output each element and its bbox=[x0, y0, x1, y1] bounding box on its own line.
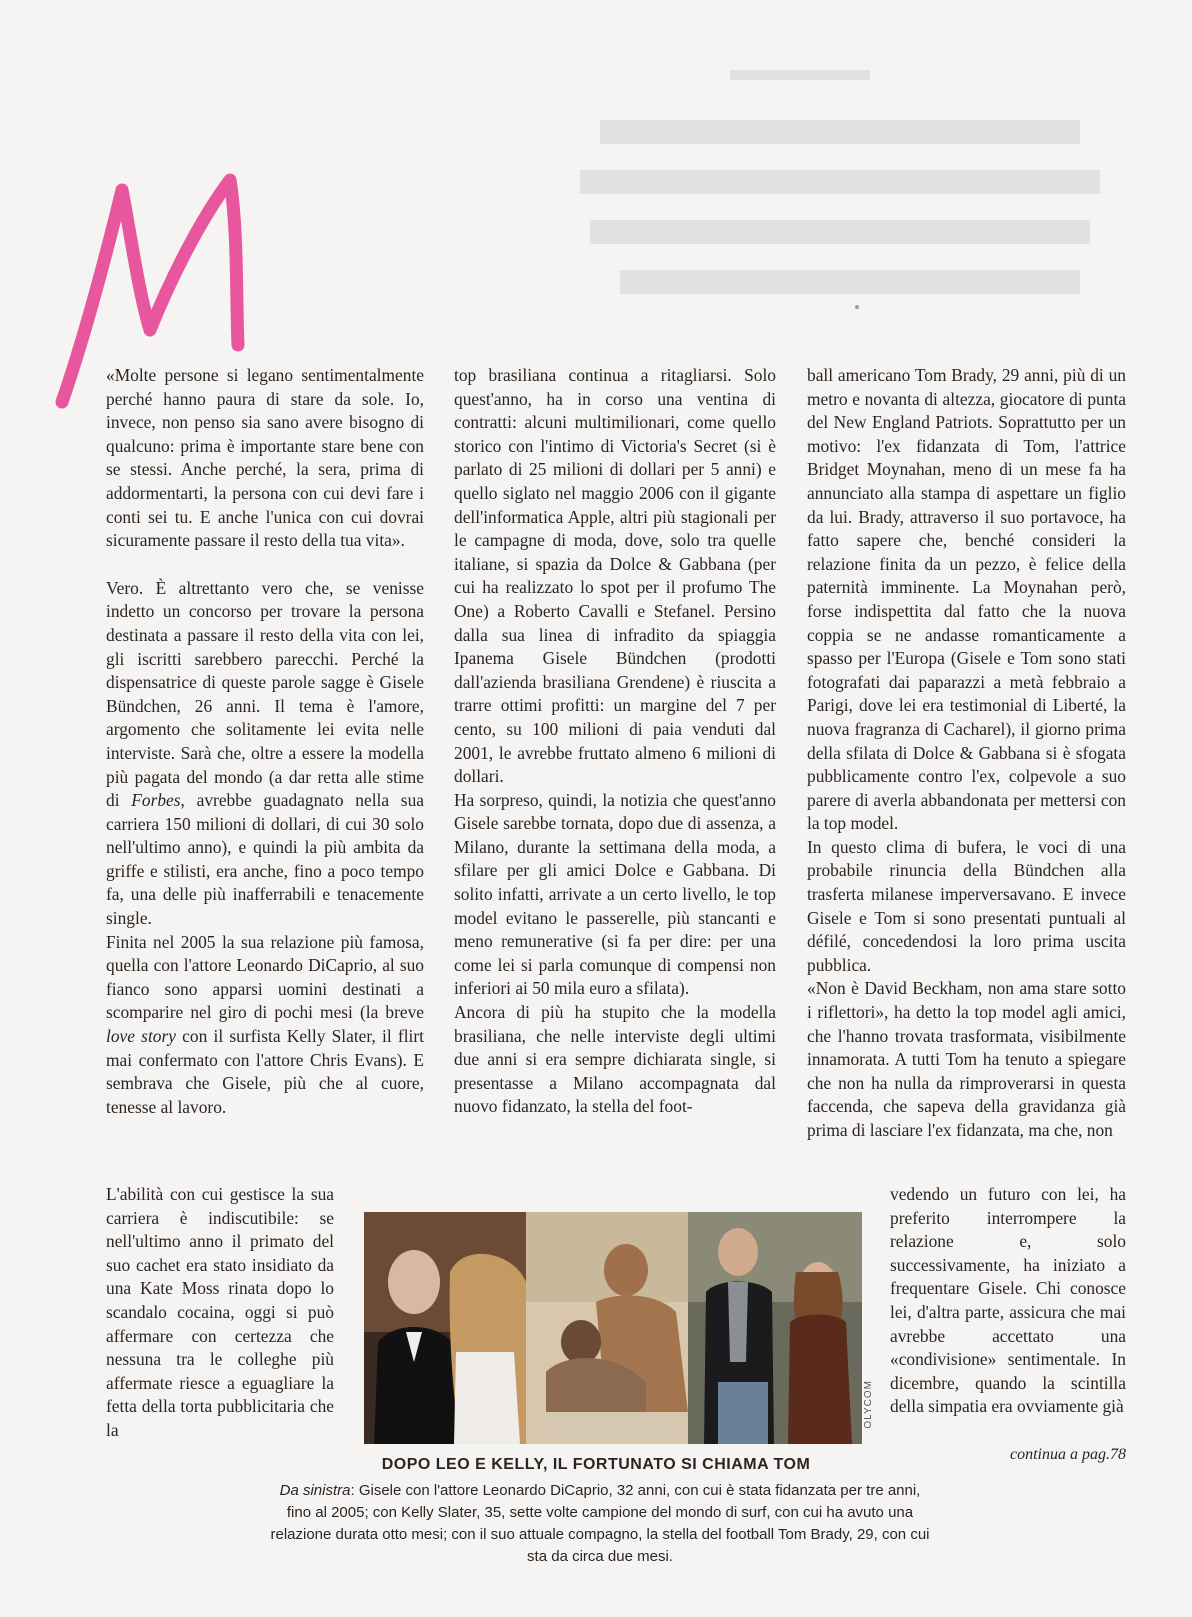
paragraph: Vero. È altrettanto vero che, se venisse indetto un concorso per trovare la persona destinata a passare il resto della vita con lei, gli iscritti sarebbero parecchi. Perché la dispensatrice di queste parole sagge è Gisele Bündchen, 26 anni. Il tema è l'amore, argomento che solitamente lei evita nelle interviste. Sarà che, oltre a essere la modella più pagata del mondo (a dar retta alle stime di Forbes, avrebbe guadagnato nella sua carriera 150 milioni di dollari, di cui 30 solo nell'ultimo anno), e quindi la più ambita da griffe e stilisti, era anche, fino a poco tempo fa, una delle più inafferrabili e tenacemente single. bbox=[106, 577, 424, 929]
article-column-1-bottom bbox=[106, 1183, 334, 1443]
paragraph: In questo clima di bufera, le voci di una probabile rinuncia della Bündchen alla trasferta milanese imperversavano. E invece Gisele e Tom si sono presentati puntuali al défilé, concedendosi la loro prima uscita pubblica. bbox=[807, 836, 1126, 975]
article-column-1 bbox=[106, 364, 424, 1119]
paragraph: Ha sorpreso, quindi, la notizia che quest'anno Gisele sarebbe tornata, dopo due di assenza, a Milano, durante la settimana della moda, a sfilare per gli amici Dolce e Gabbana. Di solito infatti, arrivate a un certo livello, le top model evitano le passerelle, più stancanti e meno remunerative (si fa per dire: per una come lei si parla comunque di compensi non inferiori ai 50 mila euro a sfilata). bbox=[454, 789, 776, 999]
photo-slater bbox=[526, 1212, 688, 1444]
photo-dicaprio bbox=[364, 1212, 526, 1444]
bleed-through-text bbox=[560, 60, 1120, 360]
speck bbox=[855, 305, 859, 309]
paragraph: L'abilità con cui gestisce la sua carriera è indiscutibile: se nell'ultimo anno il primato del suo cachet era stato insidiato da una Kate Moss rinata dopo lo scandalo cocaina, oggi si può affermare con certezza che nessuna tra le colleghe più affermate riesce a eguagliare la fetta della torta pubblicitaria che la bbox=[106, 1184, 334, 1440]
photo-brady bbox=[688, 1212, 862, 1444]
paragraph: Finita nel 2005 la sua relazione più famosa, quella con l'attore Leonardo DiCaprio, al suo fianco sono apparsi uomini destinati a scomparire nel giro di pochi mesi (la breve love story con il surfista Kelly Slater, il flirt mai confermato con l'attore Chris Evans). E sembrava che Gisele, più che al cuore, tenesse al lavoro. bbox=[106, 931, 425, 1117]
caption-title: DOPO LEO E KELLY, IL FORTUNATO SI CHIAMA TOM bbox=[381, 1456, 811, 1473]
article-column-2 bbox=[454, 364, 776, 1119]
paragraph: ball americano Tom Brady, 29 anni, più di un metro e novanta di altezza, giocatore di punta del New England Patriots. Soprattutto per un motivo: l'ex fidanzata di Tom, l'attrice Bridget Moynahan, meno di un mese fa ha annunciato alla stampa di aspettare un figlio da lui. Brady, attraverso il suo portavoce, ha fatto sapere che, benché consideri la relazione finita da un pezzo, è felice della paternità imminente. La Moynahan però, forse indispettita dal fatto che la nuova coppia se ne andasse romanticamente a spasso per l'Europa (Gisele e Tom sono stati fotografati dai paparazzi a metà febbraio a Parigi, dove lei era testimonial di Liberté, la nuova fragranza di Cacharel), il giorno prima della sfilata di Dolce & Gabbana si è sfogata pubblicamente contro l'ex, colpevole a suo parere di averla abbandonata per mettersi con la top model. bbox=[807, 365, 1126, 834]
paragraph: Ancora di più ha stupito che la modella brasiliana, che nelle interviste degli ultimi due anni si era sempre dichiarata single, si presentasse a Milano accompagnata dal nuovo fidanzato, la stella del foot- bbox=[454, 1002, 776, 1117]
continued-note: continua a pag.78 bbox=[1010, 1446, 1126, 1463]
paragraph: top brasiliana continua a ritagliarsi. Solo quest'anno, ha in corso una ventina di contratti: alcuni multimilionari, come quello storico con l'intimo di Victoria's Secret (si è parlato di 25 milioni di dollari per 5 anni) e quello siglato nel maggio 2006 con il gigante dell'informatica Apple, altri più stagionali per le campagne di moda, dove, solo tra quelle italiane, si spazia da Dolce & Gabbana (per cui ha realizzato lo spot per il profumo The One) a Roberto Cavalli e Stefanel. Persino dalla sua linea di infradito da spiaggia Ipanema Gisele Bündchen (prodotti dall'azienda brasiliana Grendene) è riuscita a trarre ottimi profitti: un margine del 7 per cento, su 100 milioni di paia venduti dal 2001, le avrebbe fruttato almeno 6 milioni di dollari. bbox=[454, 365, 776, 787]
photo-strip bbox=[364, 1212, 862, 1444]
article-column-3-bottom bbox=[890, 1183, 1126, 1419]
paragraph: «Non è David Beckham, non ama stare sotto i riflettori», ha detto la top model agli amici, che l'hanno trovata trasformata, visibilmente innamorata. A tutti Tom ha tenuto a spiegare che non ha nulla da rimproverarsi in questa faccenda, che sapeva della gravidanza già prima di lasciare l'ex fidanzata, ma che, non bbox=[807, 978, 1126, 1140]
paragraph: vedendo un futuro con lei, ha preferito interrompere la relazione e, solo successivamente, ha iniziato a frequentare Gisele. Chi conosce lei, d'altra parte, assicura che mai avrebbe accettato una «condivisione» sentimentale. In dicembre, quando la scintilla della simpatia era ovviamente già bbox=[890, 1184, 1126, 1417]
photo-credit: OLYCOM bbox=[863, 1380, 874, 1429]
caption-text: Da sinistra: Gisele con l'attore Leonardo DiCaprio, 32 anni, con cui è stata fidanzata per tre anni, fino al 2005; con Kelly Slater, 35, sette volte campione del mondo di surf, con cui ha avuto una relazione durata otto mesi; con il suo attuale compagno, la stella del football Tom Brady, 29, con cui sta da circa due mesi. bbox=[270, 1482, 930, 1565]
article-column-3 bbox=[807, 364, 1126, 1143]
opening-quote: «Molte persone si legano sentimentalmente perché hanno paura di stare da sole. Io, invece, non penso sia sano avere bisogno di qualcuno: prima è importante stare bene con se stessi. Anche perché, la sera, prima di addormentarti, la persona con cui devi fare i conti sei tu. E anche l'unica con cui dovrai sicuramente passare il resto della tua vita». bbox=[106, 365, 424, 551]
